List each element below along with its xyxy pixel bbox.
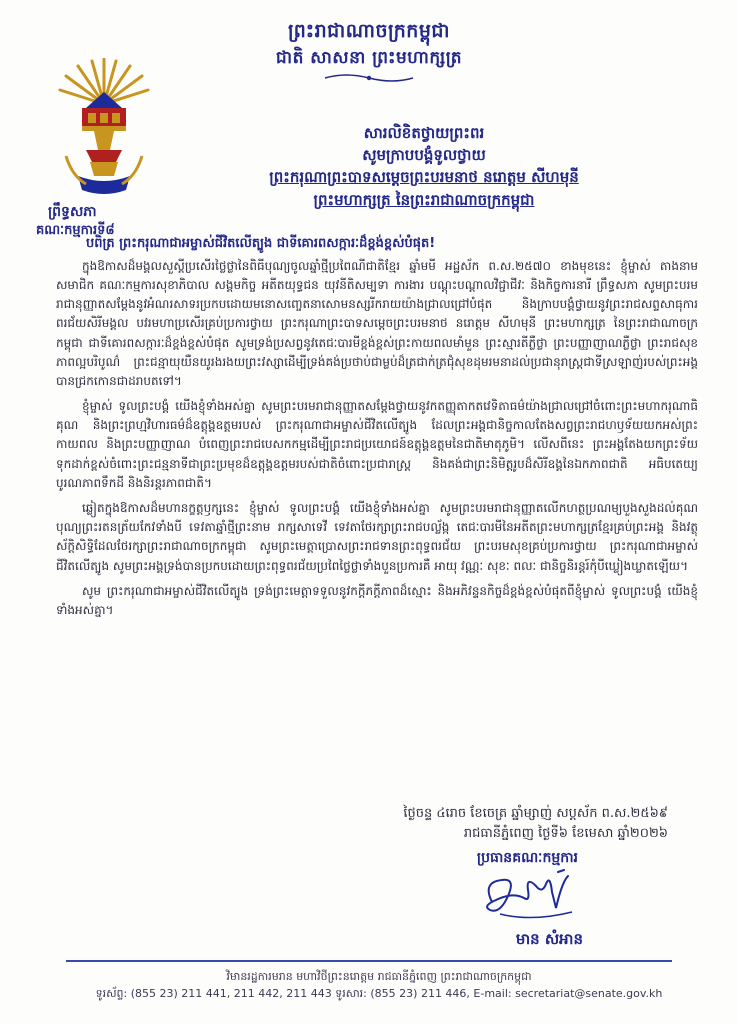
- salutation: បពិត្រ ព្រះករុណាជាអម្ចាស់ជីវិតលើត្បូង ជាទីគោរពសក្ការៈដ៏ខ្ពង់ខ្ពស់បំផុត!: [86, 236, 436, 251]
- paragraph-1: ក្នុងឱកាសដ៏មង្គលសួស្តីប្រសើរថ្លៃថ្លានៃពិធីបុណ្យចូលឆ្នាំថ្មីប្រពៃណីជាតិខ្មែរ ឆ្នាំមមី អដ្ឋស័ក ព.ស.២៥៧០ ខាងមុខនេះ ខ្ញុំម្ចាស់ តាងនាមសមាជិក គណៈកម្មការសុខាភិបាល សង្គមកិច្ច អតីតយុទ្ធជន យុវនីតិសម្បទា ការងារ បណ្តុះបណ្តាលវិជ្ជាជីវៈ និងកិច្ចការនារី ព្រឹទ្ធសភា សូមព្រះបរមរាជានុញ្ញាតសម្តែងនូវអំណរសាទរប្រកបដោយមនោសញ្ចេតនាសោមនស្សរីករាយយ៉ាងជ្រាលជ្រៅបំផុត និងក្រាបបង្គំថ្វាយនូវព្រះរាជសព្ទសាធុការពរជ័យសិរីមង្គល បវរមហាប្រសើរគ្រប់ប្រការថ្វាយ ព្រះករុណាព្រះបាទសម្តេចព្រះបរមនាថ នរោត្តម សីហមុនី ព្រះមហាក្សត្រ នៃព្រះរាជាណាចក្រកម្ពុជា ជាទីគោរពសក្ការៈដ៏ខ្ពង់ខ្ពស់បំផុត សូមទ្រង់ប្រសព្វនូវតេជៈបារមីខ្ពង់ខ្ពស់ព្រះកាយពលមាំមួន ព្រះស្មារតីភ្លឺថ្លា ព្រះបញ្ញាញាណភ្លឺថ្លា ព្រះរាជសុខភាពល្អបរិបូណ៌ ព្រះជន្មាយុយឺនយូរងរងយព្រះវស្សាដើម្បីទ្រង់គង់ប្រថាប់ជាម្លប់ដ៏ត្រជាក់ត្រជុំសុខដុមរមនាដល់ប្រជានុរាស្ត្រជាទីស្រឡាញ់របស់ព្រះអង្គបានជ្រកកោនជាដរាបតទៅ។: [56, 258, 698, 388]
- senate-emblem-icon: [56, 58, 152, 198]
- paragraph-2: ខ្ញុំម្ចាស់ ទូលព្រះបង្គំ យើងខ្ញុំទាំងអស់គ្នា សូមព្រះបរមរាជានុញ្ញាតសម្តែងថ្វាយនូវកតញ្ញុតាកតវេទិតាធម៌យ៉ាងជ្រាលជ្រៅចំពោះព្រះមហាករុណាធិគុណ និងព្រះព្រហ្មវិហារធម៌ដ៏ឧត្តុង្គឧត្តមរបស់ ព្រះករុណាជាអម្ចាស់ជីវិតលើត្បូង ដែលព្រះអង្គជានិច្ចកាលតែងសព្វព្រះរាជហឫទ័យយកអស់ព្រះកាយពល និងព្រះបញ្ញាញាណ បំពេញព្រះរាជបេសកកម្មដើម្បីព្រះរាជប្រយោជន៍ឧត្តុង្គឧត្តមនៃជាតិមាតុភូមិ។ លើសពីនេះ ព្រះអង្គតែងយកព្រះទ័យទុកដាក់ខ្ពស់ចំពោះព្រះជន្មនាទីជាព្រះប្រមុខដ៏ឧត្តុង្គឧត្តមរបស់ជាតិចំពោះប្រជារាស្ត្រ និងគង់ជាព្រះនិមិត្តរូបដ៏សិរីឧង្គនៃឯកភាពជាតិ អធិបតេយ្យ បូរណភាពទឹកដី និងនិរន្តរភាពជាតិ។: [56, 399, 698, 490]
- date-block: [308, 804, 668, 844]
- paragraph-3: ឆ្លៀតក្នុងឱកាសដ៏មហានក្ខត្តឫក្សនេះ ខ្ញុំម្ចាស់ ទូលព្រះបង្គំ យើងខ្ញុំទាំងអស់គ្នា សូមព្រះបរមរាជានុញ្ញាតលើកហត្ថប្រណម្យបួងសួងដល់គុណបុណ្យព្រះរតនត្រ័យកែវទាំងបី ទេវតាឆ្នាំថ្មីព្រះនាម រាក្សសាទេវី ទេវតាថែរក្សាព្រះរាជបល្ល័ង្ក តេជៈបារមីនៃអតីតព្រះមហាក្សត្រខ្មែរគ្រប់ព្រះអង្គ និងវត្ថុស័ក្តិសិទ្ធិដែលថែរក្សាព្រះរាជាណាចក្រកម្ពុជា សូមព្រះមេត្តាប្រោសព្រះរាជទានព្រះពុទ្ធពរជ័យ ព្រះបរមសុខគ្រប់ប្រការថ្វាយ ព្រះករុណាជាអម្ចាស់ជីវិតលើត្បូង សូមព្រះអង្គទ្រង់បានប្រកបដោយព្រះពុទ្ធពរជ័យប្រពៃថ្លៃថ្លាទាំងបួនប្រការគឺ អាយុ វណ្ណៈ សុខៈ ពលៈ ជានិច្ចនិរន្តរ៍កុំបីឃ្លៀងឃ្លាតឡើយ។: [56, 501, 698, 573]
- title-line-4: ព្រះមហាក្សត្រ នៃព្រះរាជាណាចក្រកម្ពុជា: [313, 190, 535, 209]
- paragraph-4: សូម ព្រះករុណាជាអម្ចាស់ជីវិតលើត្បូង ទ្រង់ព្រះមេត្តាទទួលនូវកក្តីភក្តីភាពដ៏ស្មោះ និងអភិវន្ទនកិច្ចដ៏ខ្ពង់ខ្ពស់បំផុតពីខ្ញុំម្ចាស់ ទូលព្រះបង្គំ យើងខ្ញុំទាំងអស់គ្នា។: [56, 583, 698, 617]
- solar-date: រាជធានីភ្នំពេញ ថ្ងៃទី៦ ខែមេសា ឆ្នាំ២០២៦: [463, 826, 668, 842]
- footer-address: វិមានរដ្ឋការមរាន មហាវិថីព្រះនរោត្តម រាជធានីភ្នំពេញ ព្រះរាជាណាចក្រកម្ពុជា: [226, 970, 532, 983]
- letter-body: [56, 234, 698, 626]
- title-line-3: ព្រះករុណាព្រះបាទសម្តេចព្រះបរមនាថ នរោត្តម សីហមុនី: [269, 168, 579, 187]
- signer-title: ប្រធានគណៈកម្មការ: [476, 850, 578, 866]
- letter-title: [150, 122, 698, 211]
- ornament-divider-icon: [323, 72, 415, 84]
- org-name: ព្រឹទ្ធសភា: [48, 204, 97, 220]
- title-line-1: សារលិខិតថ្វាយព្រះពរ: [363, 124, 485, 142]
- footer-contact: ទូរស័ព្ទ: (855 23) 211 441, 211 442, 211 443 ទូរសារ: (855 23) 211 446, E-mail: secretariat@senate.gov.kh: [95, 987, 663, 1001]
- footer-rule: [66, 960, 672, 962]
- signer-name: មាន សំអាន: [515, 930, 583, 948]
- lunar-date: ថ្ងៃចន្ទ ៤រោច ខែចេត្រ ឆ្នាំម្សាញ់ សប្តស័ក ព.ស.២៥៦៩: [403, 806, 668, 821]
- title-line-2: សូមក្រាបបង្គំទូលថ្វាយ: [362, 146, 486, 165]
- signature-icon: [472, 862, 602, 932]
- commission-name: គណៈកម្មការទី៨: [36, 223, 115, 238]
- kingdom-title: ព្រះរាជាណាចក្រកម្ពុជា: [288, 20, 450, 42]
- kingdom-motto: ជាតិ សាសនា ព្រះមហាក្សត្រ: [275, 47, 463, 68]
- footer: [60, 968, 698, 1002]
